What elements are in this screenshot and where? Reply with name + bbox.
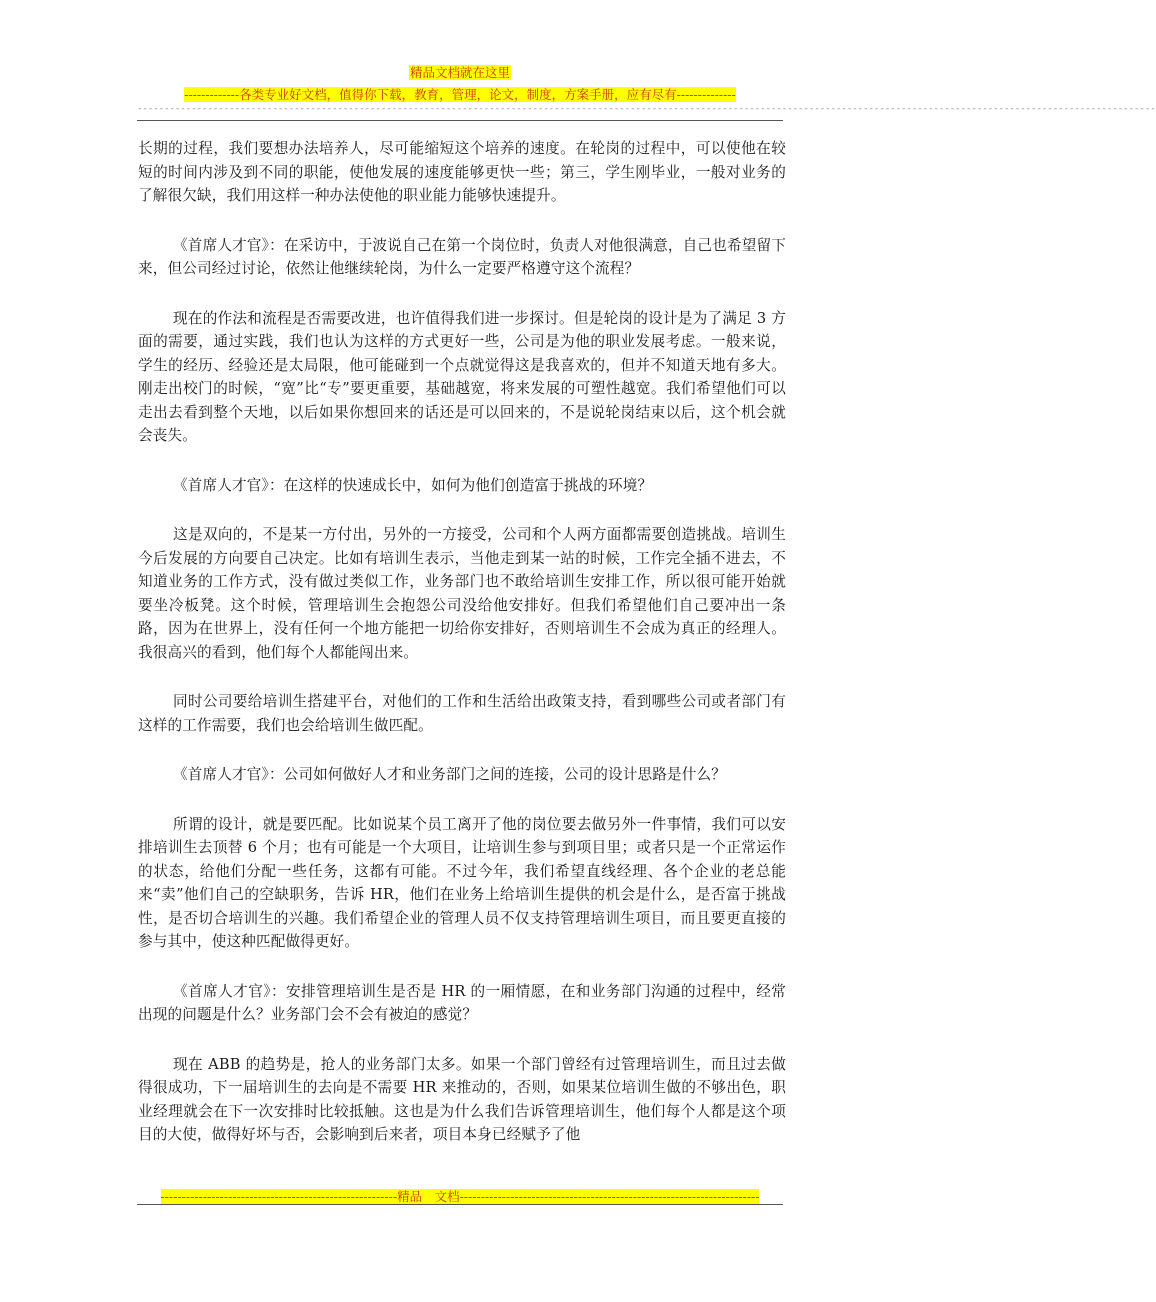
paragraph-6: 同时公司要给培训生搭建平台，对他们的工作和生活给出政策支持，看到哪些公司或者部门有这样的工作需要，我们也会给培训生做匹配。 [138,693,786,734]
footer-text: --------------------------------------------------------精品 文档----------------------------------------------------------------------- [160,1189,760,1204]
paragraph-1: 长期的过程，我们要想办法培养人，尽可能缩短这个培养的速度。在轮岗的过程中，可以使他在较短的时间内涉及到不同的职能，使他发展的速度能够更快一些；第三，学生刚毕业，一般对业务的了解很欠缺，我们用这样一种办法使他的职业能力能够快速提升。 [138,140,786,204]
header-banner [0,84,920,103]
header-subtitle: -------------各类专业好文档，值得你下载，教育，管理，论文，制度，方案手册，应有尽有-------------- [184,87,736,102]
header [0,62,920,81]
paragraph-9: 《首席人才官》：安排管理培训生是否是 HR 的一厢情愿，在和业务部门沟通的过程中，经常出现的问题是什么？业务部门会不会有被迫的感觉？ [138,982,786,1023]
paragraph-2: 《首席人才官》：在采访中，于波说自己在第一个岗位时，负责人对他很满意，自己也希望留下来，但公司经过讨论，依然让他继续轮岗，为什么一定要严格遵守这个流程？ [138,236,786,277]
paragraph-5: 这是双向的，不是某一方付出，另外的一方接受，公司和个人两方面都需要创造挑战。培训生今后发展的方向要自己决定。比如有培训生表示，当他走到某一站的时候，工作完全插不进去，不知道业务的工作方式，没有做过类似工作，业务部门也不敢给培训生安排工作，所以很可能开始就要坐冷板凳。这个时候，管理培训生会抱怨公司没给他安排好。但我们希望他们自己要冲出一条路，因为在世界上，没有任何一个地方能把一切给你安排好，否则培训生不会成为真正的经理人。我很高兴的看到，他们每个人都能闯出来。 [138,526,786,661]
paragraph-10: 现在 ABB 的趋势是，抢人的业务部门太多。如果一个部门曾经有过管理培训生，而且过去做得很成功，下一届培训生的去向是不需要 HR 来推动的，否则，如果某位培训生做的不够出色，职业经理就会在下一次安排时比较抵触。这也是为什么我们告诉管理培训生，他们每个人都是这个项目的大使，做得好坏与否，会影响到后来者，项目本身已经赋予了他 [138,1055,786,1143]
paragraph-8: 所谓的设计，就是要匹配。比如说某个员工离开了他的岗位要去做另外一件事情，我们可以安排培训生去顶替 6 个月；也有可能是一个大项目，让培训生参与到项目里；或者只是一个正常运作的状态，给他们分配一些任务，这都有可能。不过今年，我们希望直线经理、各个企业的老总能来“卖”他们自己的空缺职务，告诉 HR，他们在业务上给培训生提供的机会是什么，是否富于挑战性，是否切合培训生的兴趣。我们希望企业的管理人员不仅支持管理培训生项目，而且要更直接的参与其中，使这种匹配做得更好。 [138,815,786,950]
header-dash-line: -------------------------------------------------------------------------------------------------------------------------------------------------------------------------------------------- [137,104,1156,114]
document-body [138,137,786,1173]
paragraph-3: 现在的作法和流程是否需要改进，也许值得我们进一步探讨。但是轮岗的设计是为了满足 3 方面的需要，通过实践，我们也认为这样的方式更好一些，公司是为他的职业发展考虑。一般来说，学生的经历、经验还是太局限，他可能碰到一个点就觉得这是我喜欢的，但并不知道天地有多大。刚走出校门的时候，“宽”比“专”要更重要，基础越宽，将来发展的可塑性越宽。我们希望他们可以走出去看到整个天地，以后如果你想回来的话还是可以回来的，不是说轮岗结束以后，这个机会就会丧失。 [138,309,786,444]
paragraph-7: 《首席人才官》：公司如何做好人才和业务部门之间的连接，公司的设计思路是什么？ [173,766,726,783]
paragraph-4: 《首席人才官》：在这样的快速成长中，如何为他们创造富于挑战的环境？ [173,476,653,494]
footer-rule [137,1204,783,1205]
header-rule [137,120,783,121]
header-title: 精品文档就在这里 [409,65,510,80]
footer [0,1186,920,1205]
